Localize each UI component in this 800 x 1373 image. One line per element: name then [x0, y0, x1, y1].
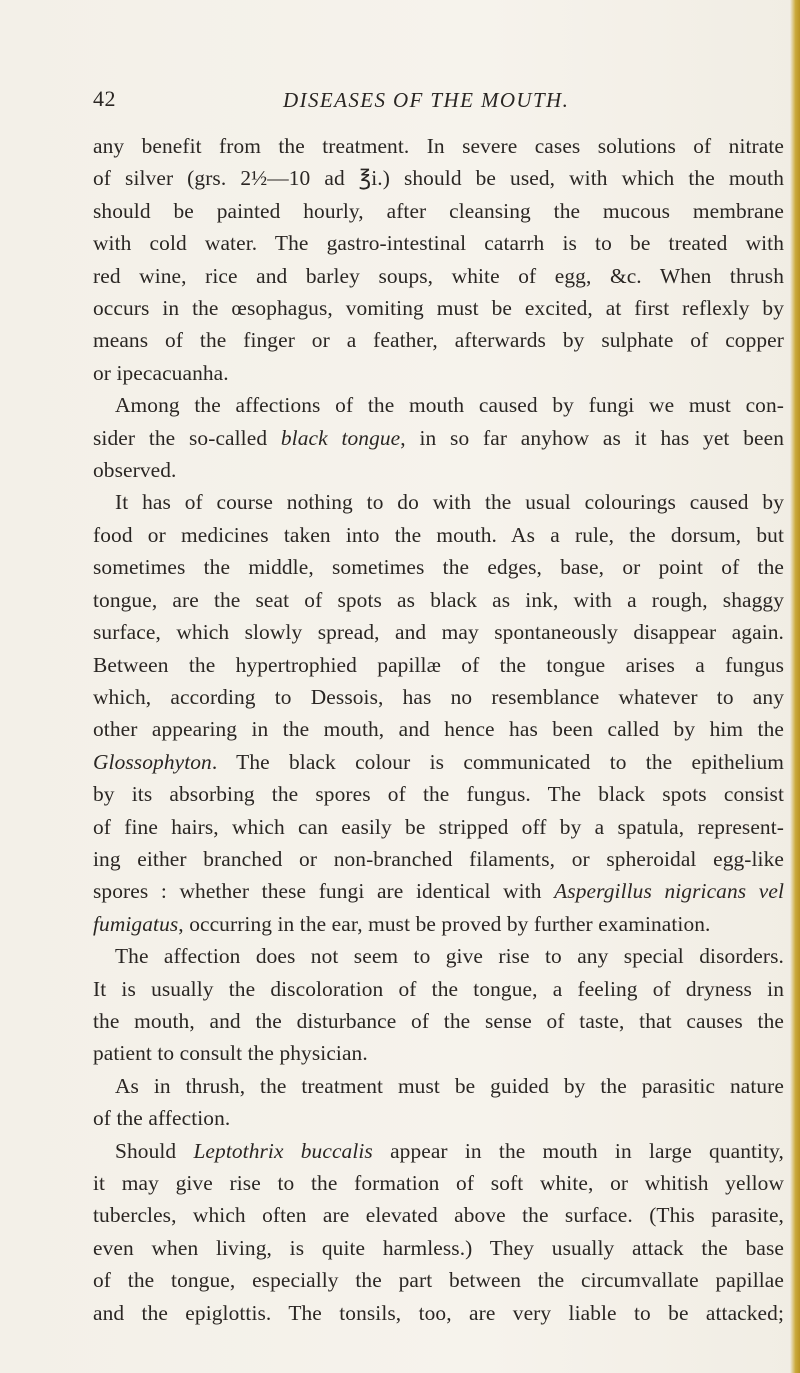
text-line: It has of course nothing to do with the usual colourings caused by	[115, 490, 784, 515]
body-text	[93, 130, 784, 1329]
text-line: tongue, are the seat of spots as black as ink, with a rough, shaggy	[93, 587, 784, 612]
text-line: food or medicines taken into the mouth. As a rule, the dorsum, but	[93, 522, 784, 547]
text-line: ing either branched or non-branched filaments, or spheroidal egg-like	[93, 846, 784, 871]
text-line: Glossophyton. The black colour is communicated to the epithelium	[93, 749, 784, 774]
text-line: or ipecacuanha.	[93, 360, 229, 385]
italic-term: Leptothrix buccalis	[193, 1138, 373, 1163]
text-line: It is usually the discoloration of the tongue, a feeling of dryness in	[93, 976, 784, 1001]
text-line: The affection does not seem to give rise to any special disorders.	[115, 944, 784, 969]
text-line: means of the finger or a feather, afterwards by sulphate of copper	[93, 328, 784, 353]
text-line: sider the so-called black tongue, in so far anyhow as it has yet been	[93, 425, 784, 450]
text-line: which, according to Dessois, has no resemblance whatever to any	[93, 684, 784, 709]
text-line: sometimes the middle, sometimes the edges, base, or point of the	[93, 555, 784, 580]
text-line: and the epiglottis. The tonsils, too, are very liable to be attacked;	[93, 1300, 784, 1325]
text-line: As in thrush, the treatment must be guided by the parasitic nature	[115, 1073, 784, 1098]
text-line: other appearing in the mouth, and hence has been called by him the	[93, 717, 784, 742]
text-line: observed.	[93, 458, 177, 483]
text-line: Between the hypertrophied papillæ of the tongue arises a fungus	[93, 652, 784, 677]
italic-term: black tongue	[280, 425, 401, 450]
text-line: Should Leptothrix buccalis appear in the mouth in large quantity,	[115, 1138, 784, 1163]
text-line: with cold water. The gastro-intestinal catarrh is to be treated with	[93, 231, 784, 256]
page-edge	[790, 0, 800, 1373]
page-number: 42	[93, 86, 116, 111]
italic-term: fumigatus	[93, 911, 179, 936]
text-line: of the tongue, especially the part between the circumvallate papillae	[93, 1268, 784, 1293]
text-line: surface, which slowly spread, and may spontaneously disappear again.	[93, 620, 784, 645]
text-line: fumigatus, occurring in the ear, must be proved by further examination.	[93, 911, 711, 936]
text-line: should be painted hourly, after cleansing the mucous membrane	[93, 198, 784, 223]
italic-term: Aspergillus nigricans vel	[554, 879, 785, 904]
text-line: of the affection.	[93, 1106, 231, 1131]
text-line: patient to consult the physician.	[93, 1041, 368, 1066]
text-line: occurs in the œsophagus, vomiting must be excited, at first reflexly by	[93, 296, 784, 321]
text-line: red wine, rice and barley soups, white of egg, &c. When thrush	[93, 263, 784, 288]
text-line: spores : whether these fungi are identical with Aspergillus nigricans vel	[93, 879, 785, 904]
italic-term: Glossophyton	[93, 749, 212, 774]
running-head: DISEASES OF THE MOUTH.	[283, 88, 570, 112]
text-line: of silver (grs. 2½—10 ad ℥i.) should be used, with which the mouth	[93, 166, 784, 191]
text-line: it may give rise to the formation of soft white, or whitish yellow	[93, 1171, 784, 1195]
text-line: of fine hairs, which can easily be stripped off by a spatula, represent-	[93, 814, 784, 839]
text-line: even when living, is quite harmless.) They usually attack the base	[93, 1235, 784, 1260]
text-line: tubercles, which often are elevated above the surface. (This parasite,	[93, 1203, 784, 1228]
text-line: the mouth, and the disturbance of the sense of taste, that causes the	[93, 1008, 784, 1033]
text-line: by its absorbing the spores of the fungus. The black spots consist	[93, 782, 784, 807]
text-line: any benefit from the treatment. In severe cases solutions of nitrate	[93, 134, 784, 158]
text-line: Among the affections of the mouth caused by fungi we must con-	[115, 393, 784, 418]
page-header	[93, 86, 783, 126]
